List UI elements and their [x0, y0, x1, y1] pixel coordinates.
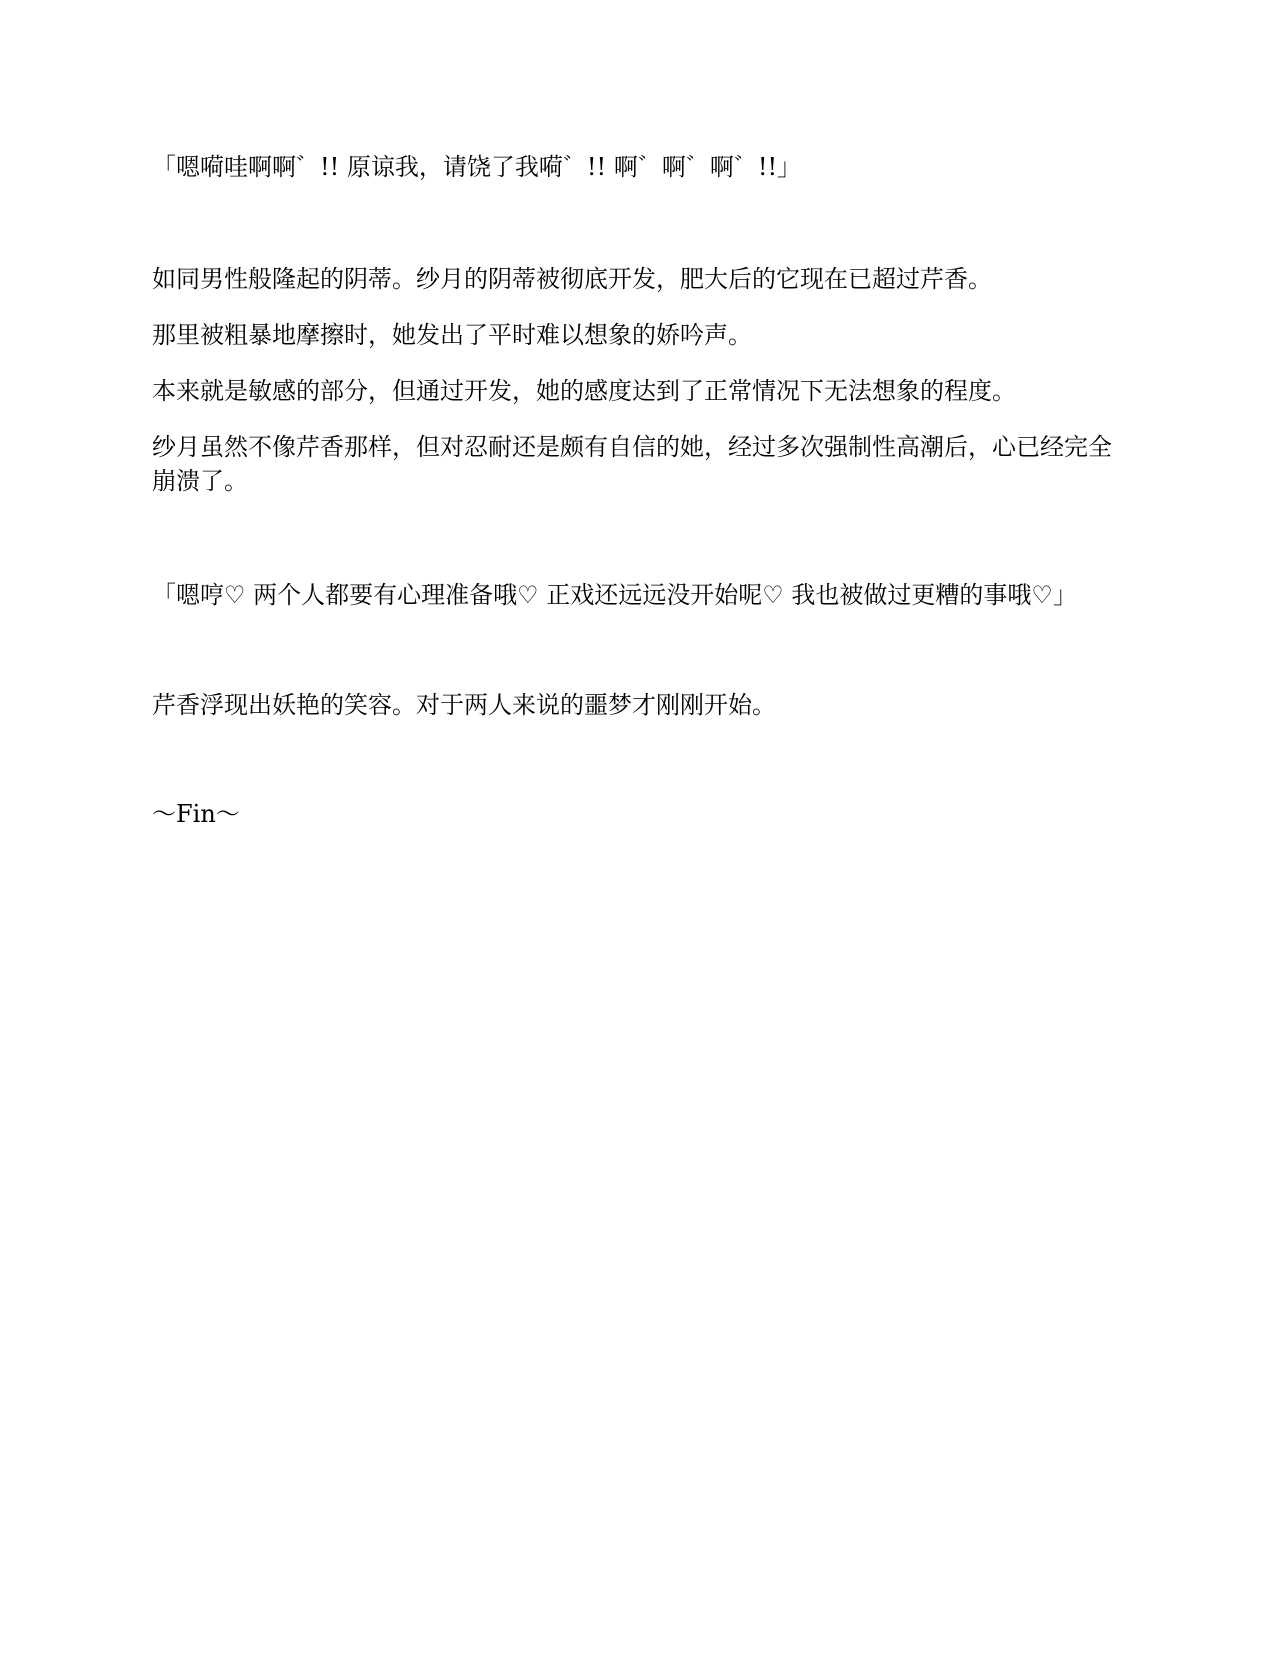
ending-mark: ～Fin～ [152, 800, 240, 828]
narration-paragraph-2: 那里被粗暴地摩擦时，她发出了平时难以想象的娇吟声。 [152, 321, 752, 349]
narration-paragraph-5: 芹香浮现出妖艳的笑容。对于两人来说的噩梦才刚刚开始。 [152, 691, 776, 719]
narration-paragraph-3: 本来就是敏感的部分，但通过开发，她的感度达到了正常情况下无法想象的程度。 [152, 377, 1016, 405]
dialogue-line-1: 「嗯嗬哇啊啊゛!! 原谅我，请饶了我嗬゛!! 啊゛啊゛啊゛!!」 [152, 153, 802, 181]
narration-paragraph-4: 纱月虽然不像芹香那样，但对忍耐还是颇有自信的她，经过多次强制性高潮后，心已经完全崩溃了。 [152, 433, 1112, 495]
dialogue-line-2: 「嗯哼♡ 两个人都要有心理准备哦♡ 正戏还远远没开始呢♡ 我也被做过更糟的事哦♡」 [152, 581, 1077, 609]
narration-paragraph-1: 如同男性般隆起的阴蒂。纱月的阴蒂被彻底开发，肥大后的它现在已超过芹香。 [152, 265, 992, 293]
